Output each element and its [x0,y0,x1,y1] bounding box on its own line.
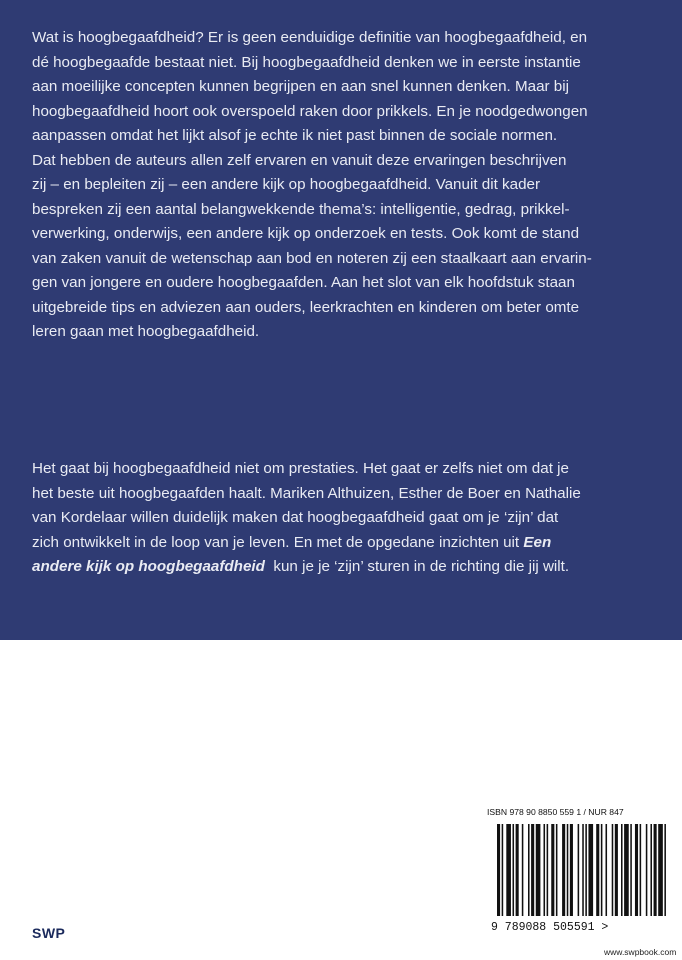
barcode-bar [516,824,519,916]
barcode-bar [531,824,534,916]
barcode-bar [658,824,663,916]
barcode-bar [506,824,511,916]
blurb-text: kun je je ‘zijn’ sturen in de richting die jij wilt. [269,558,570,575]
barcode-bar [615,824,618,916]
barcode-bar [624,824,629,916]
blurb-line: Dat hebben de auteurs allen zelf ervaren en vanuit deze ervaringen beschrijven [32,151,567,169]
barcode-bar [551,824,554,916]
barcode-bar [570,824,573,916]
publisher-logo[interactable]: SWP [32,925,66,941]
blurb-line: gen van jongere en oudere hoogbegaafden. Aan het slot van elk hoofdstuk staan [32,274,575,291]
barcode-bar [596,824,599,916]
blurb-paragraph-2 [32,457,662,580]
blurb-line: hoogbegaafdheid hoort ook overspoeld raken door prikkels. En je noodgedwongen [32,102,588,120]
barcode-bar [640,824,642,916]
blurb-line: Wat is hoogbegaafdheid? Er is geen eenduidige definitie van hoogbegaafdheid, en [32,29,588,46]
barcode-bar [522,824,524,916]
barcode-bar [547,824,549,916]
blurb-line: bespreken zij een aantal belangwekkende thema’s: intelligentie, gedrag, prikkel- [32,200,570,218]
blurb-line [32,531,662,556]
blurb-line: van zaken vanuit de wetenschap aan bod en noteren zij een staalkaart aan ervarin- [32,249,592,267]
barcode-bar [650,824,652,916]
barcode-bar [582,824,584,916]
blurb-text: zich ontwikkelt in de loop van je leven. En met de opgedane inzichten uit [32,533,520,551]
barcode-bar [536,824,541,916]
book-title-inline: andere kijk op hoogbegaafdheid [32,558,265,575]
barcode-bar [588,824,593,916]
barcode-background [483,822,671,934]
barcode-bar [635,824,638,916]
barcode-bar [630,824,632,916]
barcode-bar [528,824,530,916]
barcode-bar [567,824,569,916]
publisher-website[interactable]: www.swpbook.com [604,947,677,957]
isbn-line: ISBN 978 90 8850 559 1 / NUR 847 [487,807,624,817]
barcode-bar [502,824,504,916]
blurb-paragraph-1 [32,26,662,345]
barcode-bar [606,824,608,916]
blurb-line: aanpassen omdat het lijkt alsof je echte ik niet past binnen de sociale normen. [32,127,558,144]
blurb-line: Het gaat bij hoogbegaafdheid niet om prestaties. Het gaat er zelfs niet om dat je [32,460,569,477]
barcode-bar [585,824,587,916]
barcode-bar [513,824,515,916]
barcode-bar [654,824,657,916]
barcode [483,822,671,934]
barcode-bar [621,824,623,916]
barcode-bar [562,824,565,916]
blurb-line [32,555,662,580]
blurb-line: van Kordelaar willen duidelijk maken dat hoogbegaafdheid gaat om je ‘zijn’ dat [32,509,559,526]
barcode-bar [578,824,580,916]
barcode-bar [497,824,500,916]
barcode-bar [646,824,648,916]
barcode-bar [612,824,614,916]
barcode-bar [664,824,666,916]
barcode-bar [601,824,603,916]
barcode-bar [544,824,546,916]
blurb-line: dé hoogbegaafde bestaat niet. Bij hoogbegaafdheid denken we in eerste instantie [32,53,581,71]
barcode-digits: 9 789088 505591 > [491,921,609,934]
blurb-line: leren gaan met hoogbegaafdheid. [32,323,260,340]
blurb-line: aan moeilijke concepten kunnen begrijpen en aan snel kunnen denken. Maar bij [32,78,569,95]
blurb-line: verwerking, onderwijs, een andere kijk op onderzoek en tests. Ook komt de stand [32,225,580,242]
blurb-line: uitgebreide tips en adviezen aan ouders, leerkrachten en kinderen om beter omte [32,298,580,316]
barcode-bar [556,824,558,916]
book-title-inline: Een [523,533,552,551]
blurb-line: het beste uit hoogbegaafden haalt. Mariken Althuizen, Esther de Boer en Nathalie [32,484,581,502]
blurb-line: zij – en bepleiten zij – een andere kijk op hoogbegaafdheid. Vanuit dit kader [32,176,541,193]
